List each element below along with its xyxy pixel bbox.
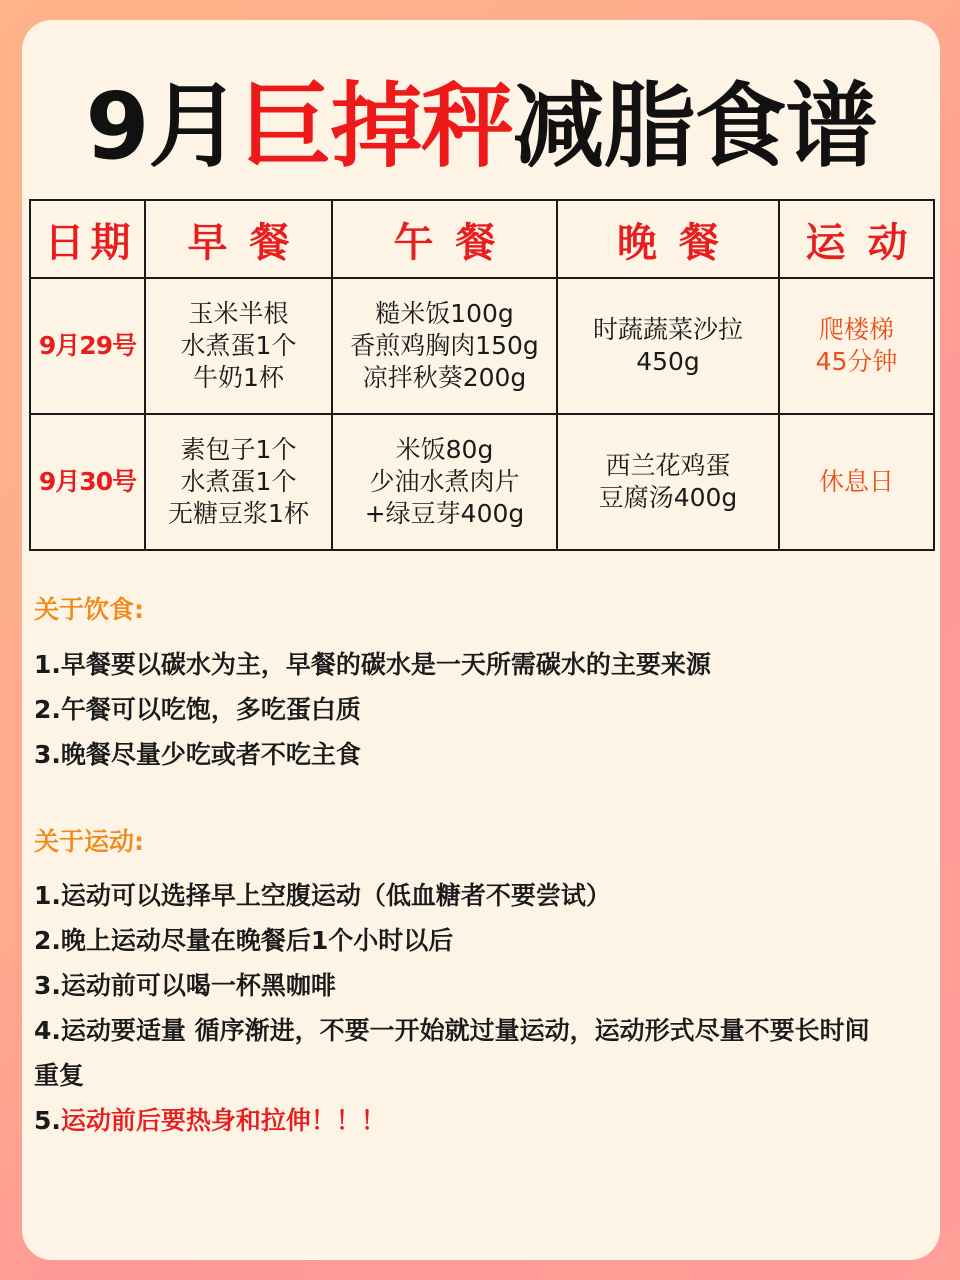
header-dinner: 晚餐 — [557, 200, 779, 278]
dinner-line: 450g — [636, 347, 700, 376]
title-prefix: 9月 — [85, 73, 240, 180]
lunch-line: 糙米饭100g — [375, 299, 514, 328]
list-item: 1.运动可以选择早上空腹运动（低血糖者不要尝试） — [34, 881, 611, 910]
exercise-line: 休息日 — [818, 467, 894, 496]
table-row — [30, 414, 934, 550]
row-date: 9月30号 — [30, 414, 145, 550]
exercise-line: 45分钟 — [815, 347, 898, 376]
header-exercise: 运动 — [779, 200, 934, 278]
diet-tips-list — [34, 642, 894, 777]
row-lunch — [332, 414, 557, 550]
exercise-heading: 关于运动: — [34, 827, 144, 856]
list-item: 3.运动前可以喝一杯黑咖啡 — [34, 971, 336, 1000]
title-highlight: 巨掉秤 — [239, 73, 513, 180]
breakfast-line: 无糖豆浆1杯 — [168, 499, 309, 528]
recipe-card — [22, 20, 940, 1260]
breakfast-line: 水煮蛋1个 — [180, 467, 297, 496]
warning-number: 5. — [34, 1106, 61, 1135]
header-breakfast: 早餐 — [145, 200, 332, 278]
lunch-line: 香煎鸡胸肉150g — [350, 331, 539, 360]
row-dinner — [557, 414, 779, 550]
dinner-line: 时蔬蔬菜沙拉 — [592, 315, 743, 344]
breakfast-line: 素包子1个 — [180, 435, 297, 464]
diet-heading: 关于饮食: — [34, 595, 144, 624]
row-exercise — [779, 414, 934, 550]
list-item: 4.运动要适量 循序渐进，不要一开始就过量运动，运动形式尽量不要长时间重复 — [34, 1016, 870, 1090]
warning-text: 运动前后要热身和拉伸！！！ — [60, 1106, 386, 1135]
breakfast-line: 玉米半根 — [188, 299, 289, 328]
list-item: 2.午餐可以吃饱，多吃蛋白质 — [34, 695, 361, 724]
list-item: 2.晚上运动尽量在晚餐后1个小时以后 — [34, 926, 454, 955]
row-breakfast — [145, 278, 332, 414]
row-date: 9月29号 — [30, 278, 145, 414]
breakfast-line: 牛奶1杯 — [193, 363, 284, 392]
exercise-tips-list — [34, 873, 894, 1143]
row-lunch — [332, 278, 557, 414]
header-date: 日期 — [30, 200, 145, 278]
exercise-line: 爬楼梯 — [818, 315, 894, 344]
lunch-line: 凉拌秋葵200g — [362, 363, 527, 392]
meal-plan-table — [29, 199, 935, 551]
row-breakfast — [145, 414, 332, 550]
lunch-line: +绿豆芽400g — [364, 499, 525, 528]
table-row — [30, 278, 934, 414]
list-item: 3.晚餐尽量少吃或者不吃主食 — [34, 740, 361, 769]
lunch-line: 少油水煮肉片 — [369, 467, 520, 496]
lunch-line: 米饭80g — [395, 435, 494, 464]
list-item: 1.早餐要以碳水为主，早餐的碳水是一天所需碳水的主要来源 — [34, 650, 711, 679]
table-header-row — [30, 200, 934, 278]
dinner-line: 西兰花鸡蛋 — [605, 451, 731, 480]
row-dinner — [557, 278, 779, 414]
title-suffix: 减脂食谱 — [512, 73, 877, 180]
header-lunch: 午餐 — [332, 200, 557, 278]
list-item-warning — [34, 1098, 894, 1143]
dinner-line: 豆腐汤400g — [598, 483, 738, 512]
page-title — [22, 72, 940, 182]
row-exercise — [779, 278, 934, 414]
breakfast-line: 水煮蛋1个 — [180, 331, 297, 360]
